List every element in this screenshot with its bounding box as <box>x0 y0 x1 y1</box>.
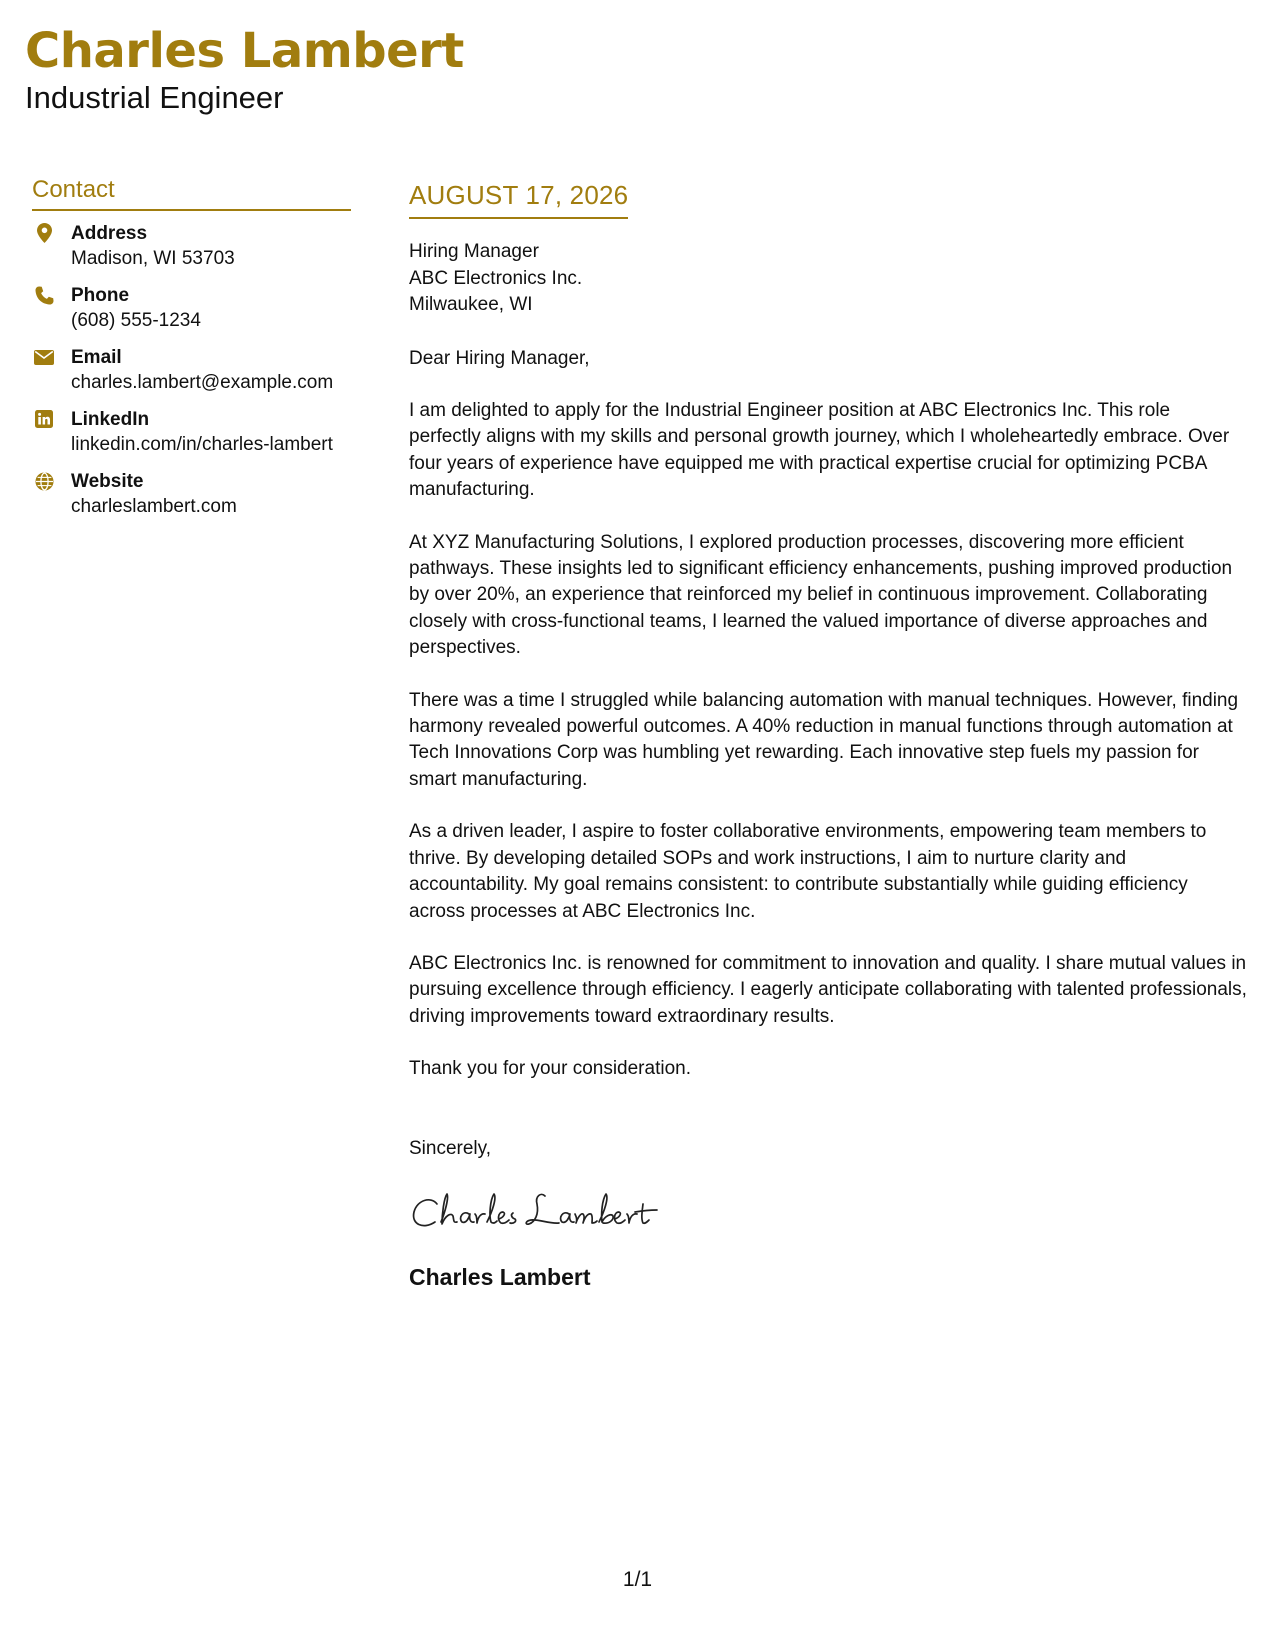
signature-name: Charles Lambert <box>409 1264 591 1291</box>
cover-letter-body <box>409 178 1249 1292</box>
contact-sidebar <box>32 175 351 531</box>
closing: Sincerely, <box>409 1137 492 1159</box>
envelope-icon <box>34 347 54 367</box>
contact-value-email: charles.lambert@example.com <box>71 372 334 393</box>
salutation: Dear Hiring Manager, <box>409 347 590 369</box>
page-number: 1/1 <box>622 1568 653 1591</box>
body-paragraph: There was a time I struggled while balancing automation with manual techniques. However, finding harmony revealed powerful outcomes. A 40% reduction in manual functions through automation at Tech Innovations Corp was humbling yet rewarding. Each innovative step fuels my passion for smart manufacturing. <box>409 689 1239 790</box>
contact-label-phone: Phone <box>71 285 130 306</box>
body-paragraph: ABC Electronics Inc. is renowned for commitment to innovation and quality. I share mutual values in pursuing excellence through efficiency. I eagerly anticipate collaborating with talented professionals, driving improvements toward extraordinary results. <box>409 952 1247 1027</box>
body-paragraph: At XYZ Manufacturing Solutions, I explored production processes, discovering more efficient pathways. These insights led to significant efficiency enhancements, pushing improved production by over 20%, an experience that reinforced my belief in continuous improvement. Collaborating closely with cross-functional teams, I learned the valued importance of diverse approaches and perspectives. <box>409 531 1233 659</box>
contact-label-email: Email <box>71 347 122 368</box>
contact-website <box>32 469 351 519</box>
contact-label-linkedin: LinkedIn <box>71 409 150 430</box>
contact-value-linkedin: linkedin.com/in/charles-lambert <box>71 434 333 455</box>
job-title: Industrial Engineer <box>25 80 284 115</box>
contact-value-phone: (608) 555-1234 <box>71 310 201 331</box>
contact-address <box>32 221 351 271</box>
map-pin-icon <box>34 223 54 243</box>
recipient-line: Hiring Manager <box>409 241 539 262</box>
linkedin-icon <box>34 409 54 429</box>
recipient-block <box>409 239 1249 319</box>
body-paragraph: Thank you for your consideration. <box>409 1058 691 1080</box>
contact-phone <box>32 283 351 333</box>
phone-icon <box>34 285 54 305</box>
recipient-line: ABC Electronics Inc. <box>409 267 583 289</box>
contact-label-website: Website <box>71 471 144 492</box>
body-paragraph: I am delighted to apply for the Industrial Engineer position at ABC Electronics Inc. This role perfectly aligns with my skills and personal growth journey, which I wholeheartedly embrace. Over four years of experience have equipped me with practical expertise crucial for optimizing PCBA manufacturing. <box>409 400 1230 501</box>
handwritten-signature <box>409 1182 1249 1242</box>
letter-date: AUGUST 17, 2026 <box>409 178 628 219</box>
recipient-line: Milwaukee, WI <box>409 294 533 315</box>
body-paragraph: As a driven leader, I aspire to foster collaborative environments, empowering team members to thrive. By developing detailed SOPs and work instructions, I aim to nurture clarity and accountability. My goal remains consistent: to contribute substantially while guiding efficiency across processes at ABC Electronics Inc. <box>409 821 1207 922</box>
contact-value-address: Madison, WI 53703 <box>71 248 235 269</box>
contact-linkedin <box>32 407 351 457</box>
contact-value-website: charleslambert.com <box>71 496 237 517</box>
resume-header <box>25 20 464 116</box>
contact-email <box>32 345 351 395</box>
contact-label-address: Address <box>71 223 148 244</box>
contact-heading: Contact <box>32 175 351 211</box>
globe-icon <box>34 471 54 491</box>
applicant-name: Charles Lambert <box>25 23 464 79</box>
